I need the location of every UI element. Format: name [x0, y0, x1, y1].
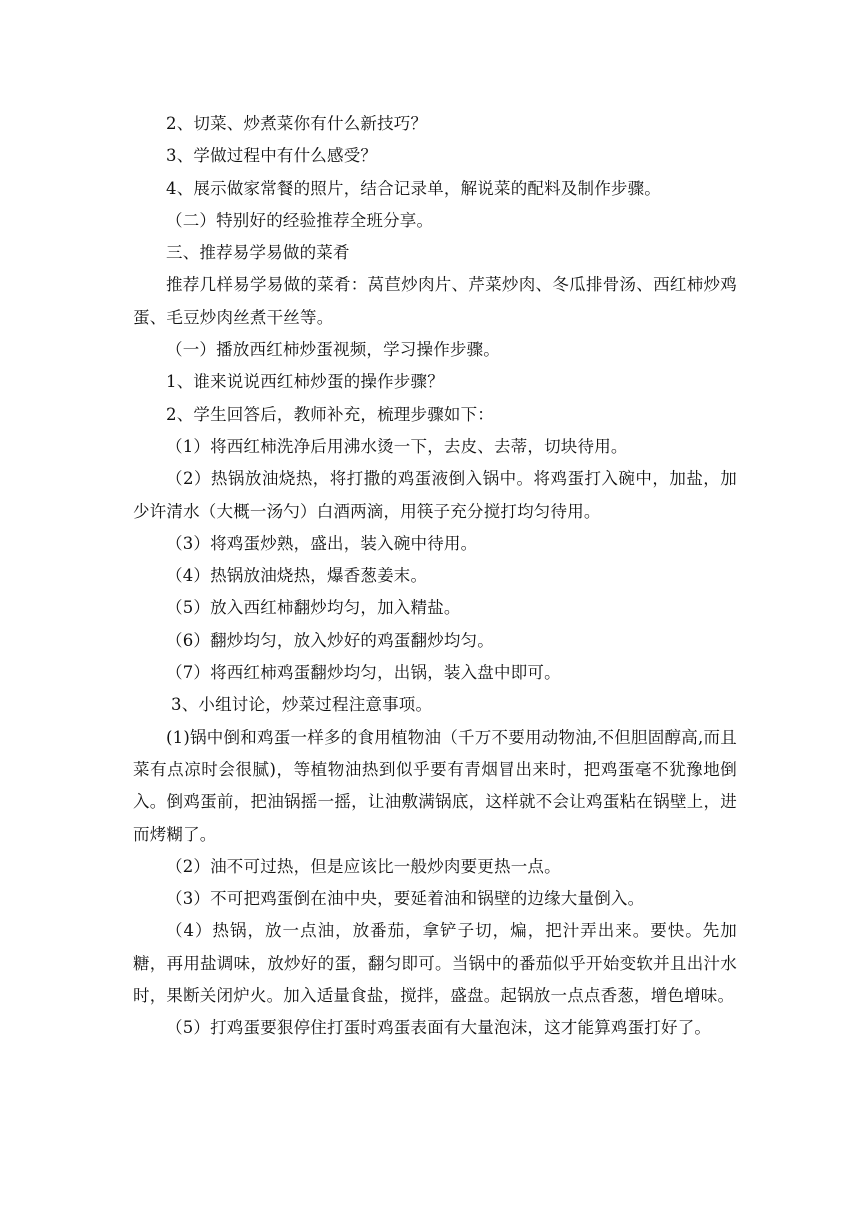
paragraph: （二）特别好的经验推荐全班分享。: [166, 210, 434, 230]
note-item: (1)锅中倒和鸡蛋一样多的食用植物油（千万不要用动物油,不但胆固醇高,而且菜有点凉时会很腻)，等植物油热到似乎要有青烟冒出来时，把鸡蛋毫不犹豫地倒入。倒鸡蛋前，把油锅摇一摇，让油敷满锅底，这样就不会让鸡蛋粘在锅壁上，进而烤糊了。: [133, 727, 737, 844]
note-item: （4）热锅，放一点油，放番茄，拿铲子切，煸，把汁弄出来。要快。先加糖，再用盐调味，放炒好的蛋，翻匀即可。当锅中的番茄似乎开始变软并且出汁水时，果断关闭炉火。加入适量食盐，搅拌，盛盘。起锅放一点点香葱，增色增味。: [133, 921, 737, 1006]
document-body: [133, 108, 737, 1045]
paragraph: 2、切菜、炒煮菜你有什么新技巧？: [166, 114, 428, 133]
paragraph: （一）播放西红柿炒蛋视频，学习操作步骤。: [166, 340, 500, 360]
step-item: （2）热锅放油烧热，将打撒的鸡蛋液倒入锅中。将鸡蛋打入碗中，加盐，加少许清水（大概一汤勺）白酒两滴，用筷子充分搅打均匀待用。: [133, 469, 737, 521]
step-item: （1）将西红柿洗净后用沸水烫一下，去皮、去蒂，切块待用。: [166, 436, 628, 456]
step-item: （5）放入西红柿翻炒均匀，加入精盐。: [166, 598, 461, 618]
step-item: （7）将西红柿鸡蛋翻炒均匀，出锅，装入盘中即可。: [166, 663, 561, 683]
note-item: （2）油不可过热，但是应该比一般炒肉要更热一点。: [166, 856, 561, 876]
paragraph: 推荐几样易学易做的菜肴：莴苣炒肉片、芹菜炒肉、冬瓜排骨汤、西红柿炒鸡蛋、毛豆炒肉丝煮干丝等。: [133, 275, 737, 327]
paragraph: 1、谁来说说西红柿炒蛋的操作步骤？: [166, 372, 444, 392]
note-item: （3）不可把鸡蛋倒在油中央，要延着油和锅壁的边缘大量倒入。: [166, 889, 645, 909]
step-item: （6）翻炒均匀，放入炒好的鸡蛋翻炒均匀。: [166, 630, 494, 650]
step-item: （3）将鸡蛋炒熟，盛出，装入碗中待用。: [166, 533, 478, 553]
note-item: （5）打鸡蛋要狠停住打蛋时鸡蛋表面有大量泡沫，这才能算鸡蛋打好了。: [166, 1018, 712, 1038]
paragraph: 3、学做过程中有什么感受？: [166, 146, 378, 166]
paragraph: 2、学生回答后，教师补充，梳理步骤如下：: [166, 404, 494, 424]
section-heading: 三、推荐易学易做的菜肴: [166, 243, 350, 263]
paragraph: 4、展示做家常餐的照片，结合记录单，解说菜的配料及制作步骤。: [166, 178, 661, 198]
step-item: （4）热锅放油烧热，爆香葱姜末。: [166, 566, 428, 586]
paragraph: 3、小组讨论，炒菜过程注意事项。: [171, 695, 433, 715]
